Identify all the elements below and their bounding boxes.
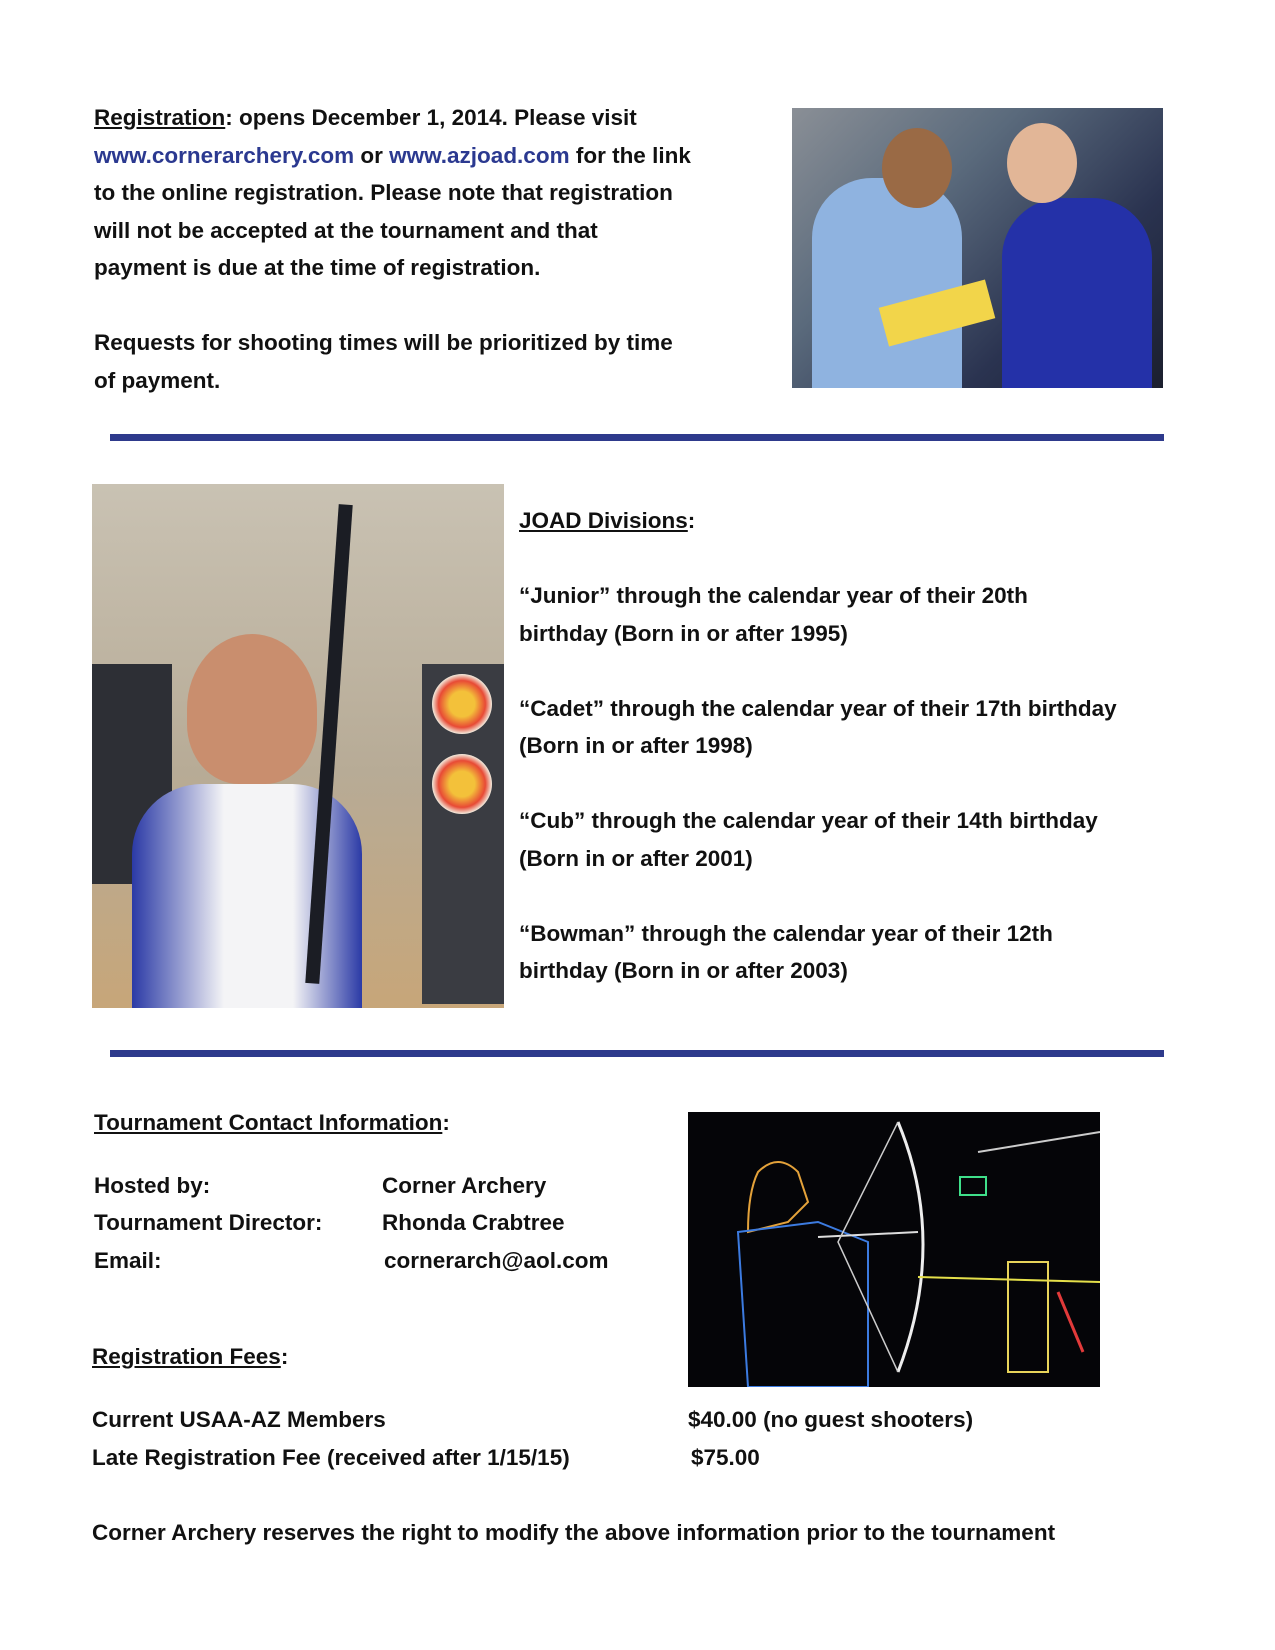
divisions-section xyxy=(519,502,1117,990)
section-divider xyxy=(110,1050,1164,1057)
fees-heading: Registration Fees xyxy=(92,1344,281,1369)
division-item xyxy=(519,802,1117,877)
text: : xyxy=(280,1344,289,1369)
fee-value: $75.00 xyxy=(691,1445,760,1470)
disclaimer: Corner Archery reserves the right to modify the above information prior to the tournament xyxy=(92,1520,1056,1545)
contact-value: Corner Archery xyxy=(382,1173,547,1198)
archer-aiming-photo xyxy=(92,484,504,1008)
contact-row xyxy=(94,1242,162,1280)
fee-label: Late Registration Fee (received after 1/15/15) xyxy=(92,1445,570,1470)
text: of payment. xyxy=(94,367,221,393)
contact-label: Tournament Director: xyxy=(94,1210,323,1235)
section-divider xyxy=(110,434,1164,441)
text: will not be accepted at the tournament and that xyxy=(94,217,598,243)
divisions-heading: JOAD Divisions xyxy=(519,508,688,533)
contact-row xyxy=(94,1204,322,1242)
neon-archer-photo xyxy=(688,1112,1100,1387)
text: birthday (Born in or after 2003) xyxy=(519,958,848,983)
text: (Born in or after 2001) xyxy=(519,845,753,871)
contact-heading-line xyxy=(94,1104,450,1142)
text: Requests for shooting times will be prioritized by time xyxy=(94,330,673,355)
fee-label: Current USAA-AZ Members xyxy=(92,1407,386,1432)
cornerarchery-link[interactable]: www.cornerarchery.com xyxy=(94,142,355,168)
fee-value: $40.00 (no guest shooters) xyxy=(688,1407,974,1432)
kids-registering-photo xyxy=(792,108,1163,388)
contact-label: Hosted by: xyxy=(94,1173,211,1198)
text: “Bowman” through the calendar year of their 12th xyxy=(519,920,1053,946)
azjoad-link[interactable]: www.azjoad.com xyxy=(389,142,570,168)
text: (Born in or after 1998) xyxy=(519,733,753,758)
fees-heading-line xyxy=(92,1338,288,1376)
contact-row xyxy=(94,1167,210,1205)
text: or xyxy=(354,142,390,168)
contact-heading: Tournament Contact Information xyxy=(94,1110,443,1135)
neon-archer-illustration xyxy=(688,1112,1100,1387)
text: : xyxy=(687,508,696,533)
text: for the link xyxy=(569,142,691,168)
text: : xyxy=(442,1110,450,1135)
division-item xyxy=(519,577,1117,652)
text: birthday (Born in or after 1995) xyxy=(519,620,848,646)
contact-value: Rhonda Crabtree xyxy=(382,1210,565,1235)
division-item xyxy=(519,690,1117,765)
text: “Cadet” through the calendar year of their 17th birthday xyxy=(519,695,1117,721)
text: : opens December 1, 2014. Please visit xyxy=(225,105,637,130)
email-value[interactable]: cornerarch@aol.com xyxy=(384,1248,609,1273)
division-item xyxy=(519,915,1117,990)
registration-paragraph xyxy=(94,99,691,399)
text: “Junior” through the calendar year of their 20th xyxy=(519,583,1028,608)
contact-label: Email: xyxy=(94,1248,162,1273)
registration-heading: Registration xyxy=(94,105,226,130)
text: payment is due at the time of registration. xyxy=(94,255,541,280)
text: “Cub” through the calendar year of their 14th birthday xyxy=(519,808,1098,833)
text: to the online registration. Please note that registration xyxy=(94,180,673,205)
